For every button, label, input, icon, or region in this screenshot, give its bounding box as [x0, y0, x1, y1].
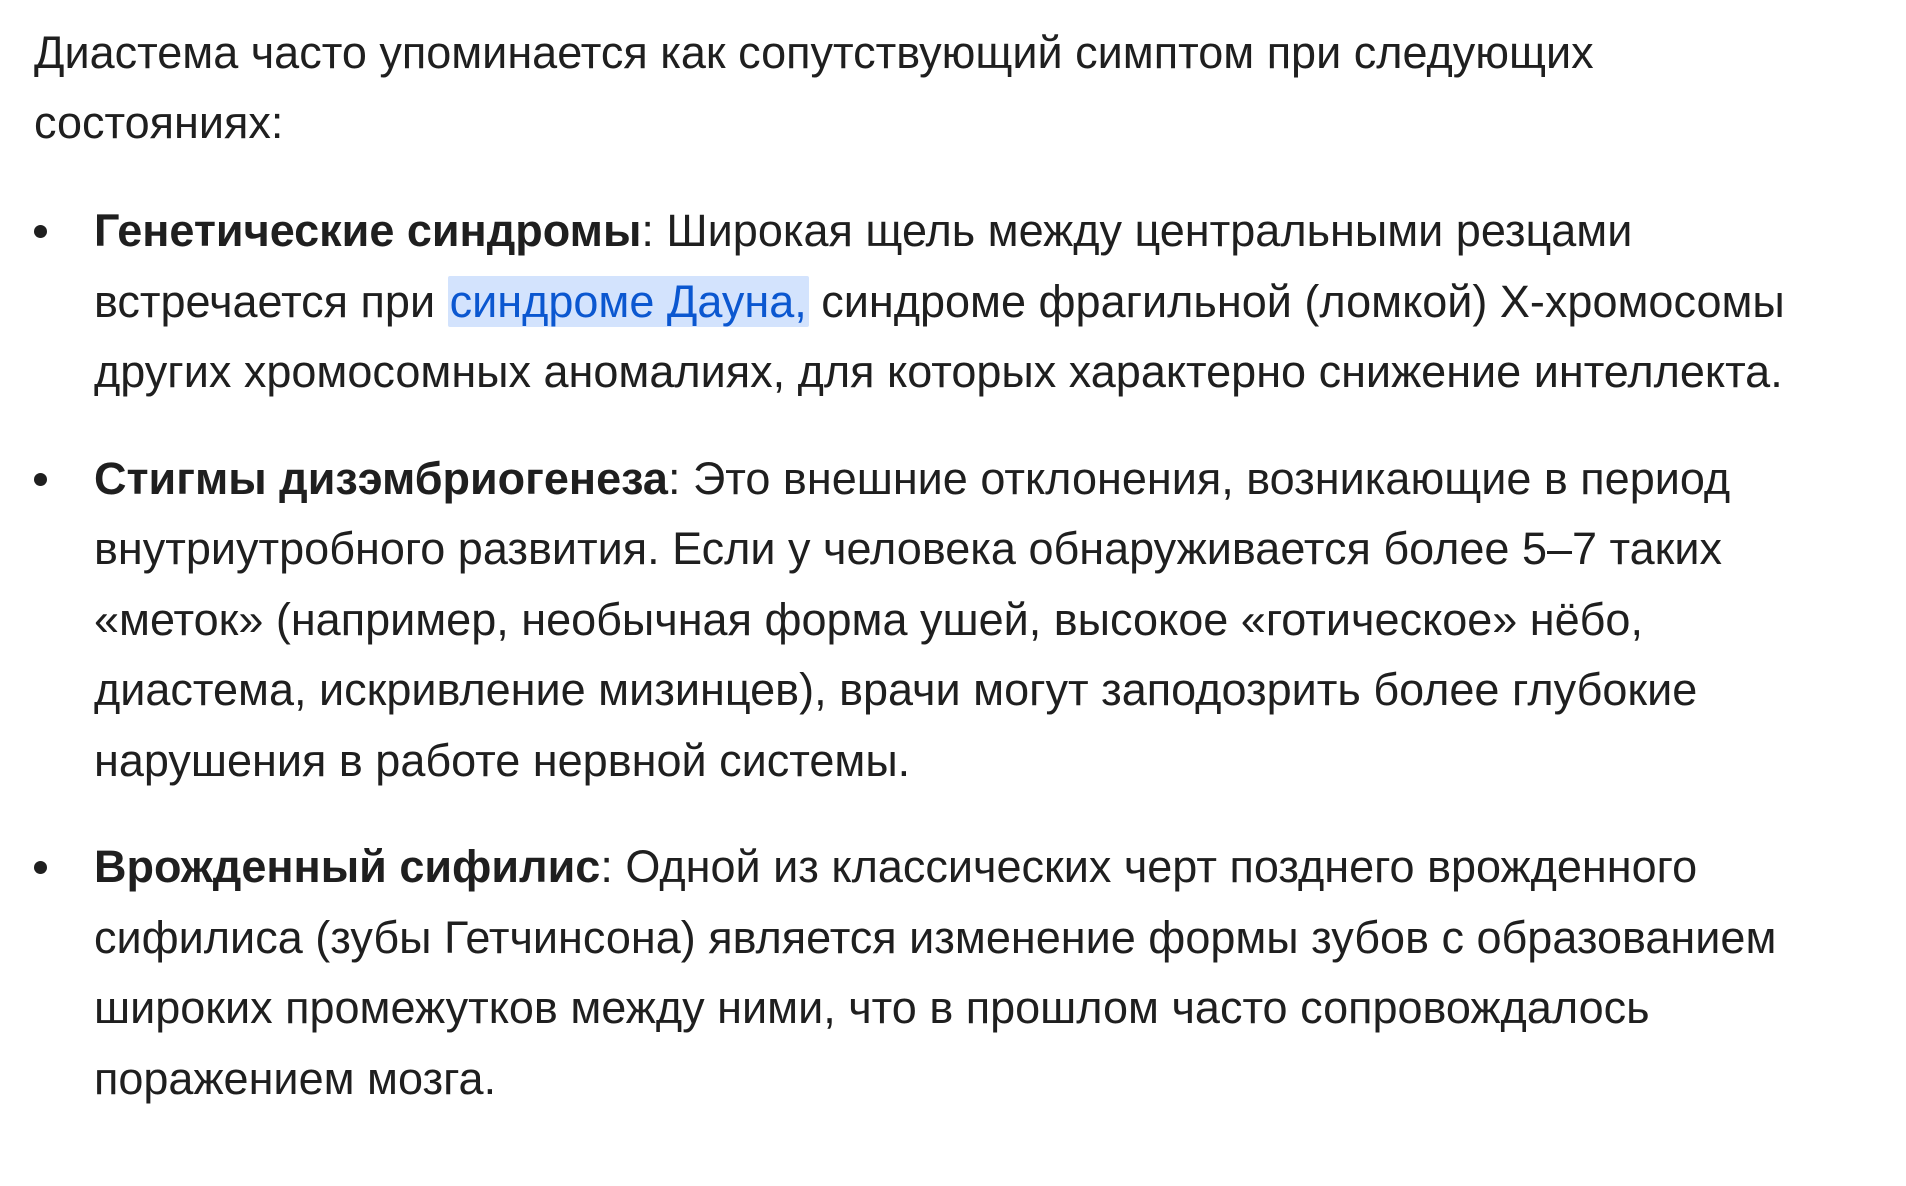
list-item [34, 444, 1906, 797]
item-text: синдроме фрагильной (ломкой) Х-хромосомы [808, 275, 1785, 327]
item-text: встречается при [94, 275, 448, 327]
item-term: Генетические синдромы [94, 205, 642, 256]
item-line: диастема, искривление мизинцев), врачи могут заподозрить более глубокие [94, 664, 1698, 715]
conditions-list [34, 196, 1906, 1114]
term-separator: : [667, 452, 681, 504]
document-content [34, 0, 1906, 1150]
item-line [94, 444, 1906, 515]
intro-line: Диастема часто упоминается как сопутствующий симптом при следующих [34, 27, 1594, 78]
item-line: внутриутробного развития. Если у человека обнаруживается более 5–7 таких [94, 523, 1722, 574]
item-line: поражением мозга. [94, 1052, 497, 1104]
intro-paragraph [34, 0, 1794, 158]
term-separator: : [600, 841, 613, 892]
item-line [94, 832, 1906, 903]
list-item [34, 832, 1906, 1114]
item-text: Широкая щель между центральными резцами [653, 205, 1633, 256]
item-line: широких промежутков между ними, что в прошлом часто сопровождалось [94, 982, 1650, 1033]
term-separator: : [641, 205, 654, 256]
item-line: нарушения в работе нервной системы. [94, 734, 911, 786]
item-line: сифилиса (зубы Гетчинсона) является изменение формы зубов с образованием [94, 911, 1777, 963]
item-line [94, 196, 1906, 267]
bullet-icon [34, 225, 47, 238]
item-line: других хромосомных аномалиях, для которых характерно снижение интеллекта. [94, 346, 1783, 397]
bullet-icon [34, 473, 47, 486]
intro-line: состояниях: [34, 97, 284, 148]
bullet-icon [34, 861, 47, 874]
item-term: Стигмы дизэмбриогенеза [94, 452, 668, 504]
item-line: «меток» (например, необычная форма ушей, высокое «готическое» нёбо, [94, 593, 1643, 645]
list-item [34, 196, 1906, 408]
item-text: Это внешние отклонения, возникающие в период [680, 452, 1731, 504]
item-line [94, 267, 1906, 338]
down-syndrome-link[interactable]: синдроме Дауна, [449, 275, 807, 327]
item-text: Одной из классических черт позднего врожденного [612, 841, 1698, 892]
item-term: Врожденный сифилис [94, 841, 601, 892]
